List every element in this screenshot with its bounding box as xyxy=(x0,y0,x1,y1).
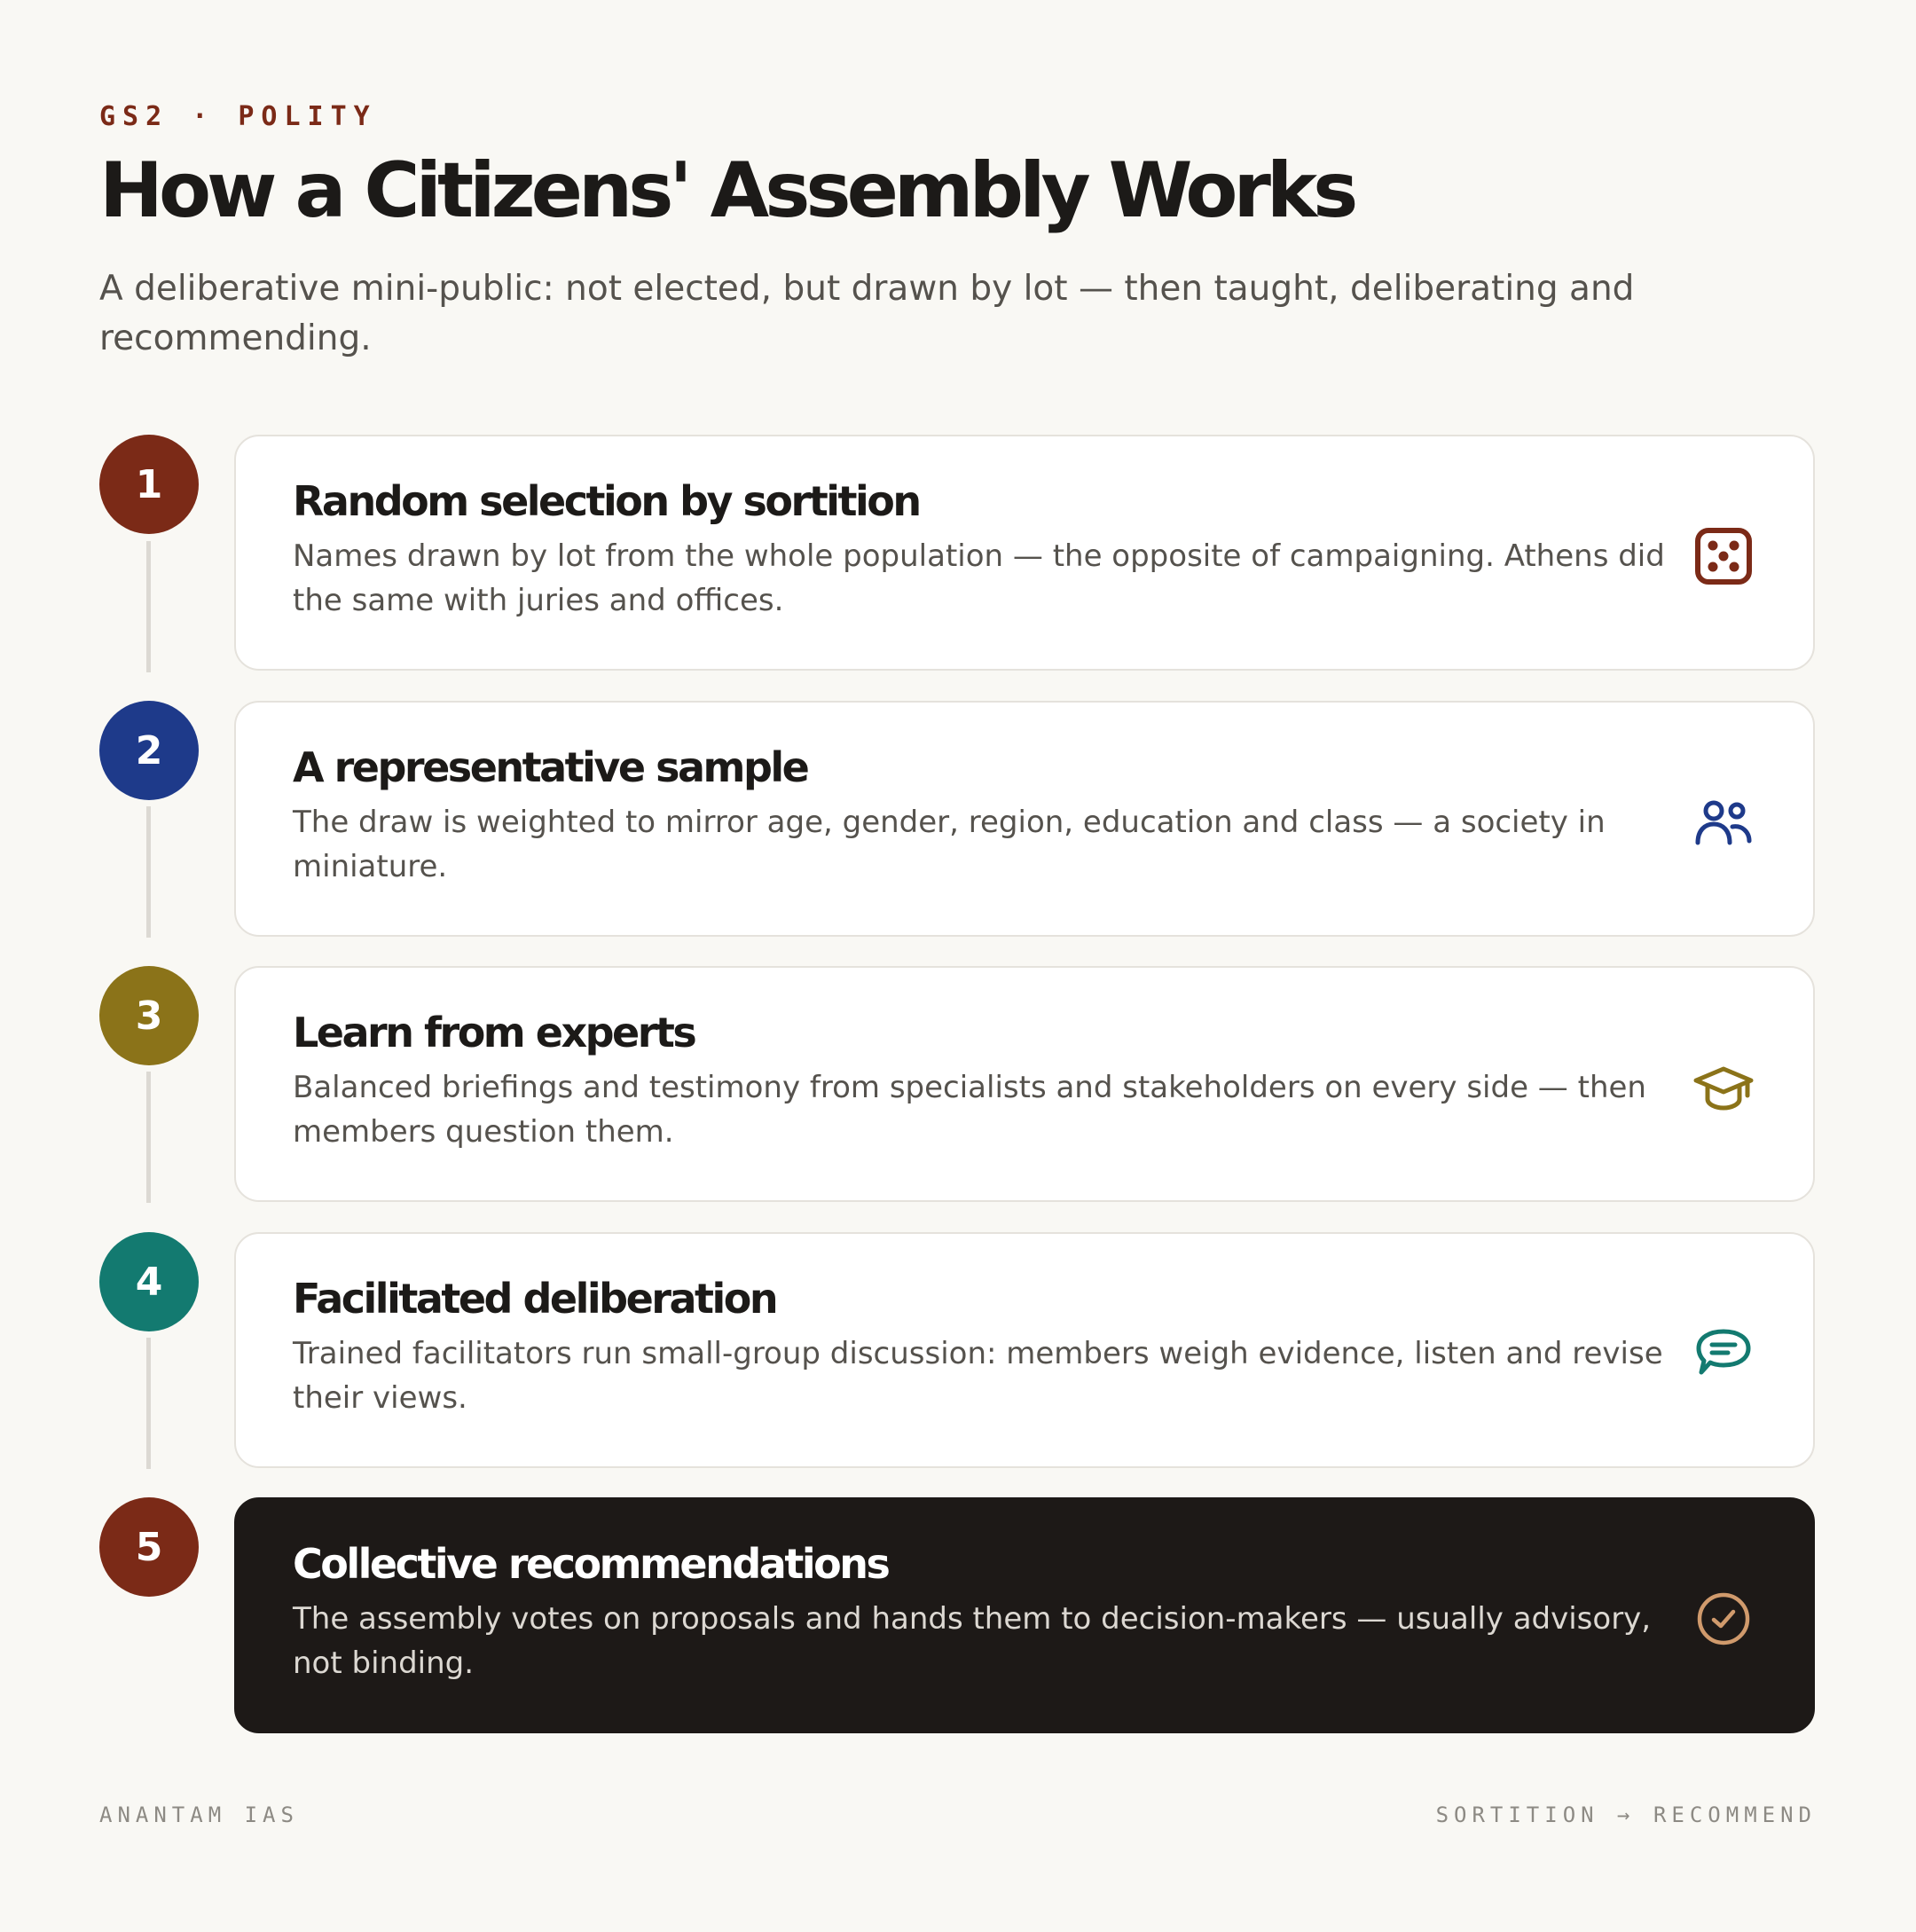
graduation-cap-icon xyxy=(1692,1056,1755,1119)
step-number-badge: 1 xyxy=(99,435,199,534)
people-icon xyxy=(1692,791,1755,853)
footer-tagline: SORTITION → RECOMMEND xyxy=(1435,1802,1817,1827)
timeline-connector xyxy=(146,541,151,672)
step-description: Balanced briefings and testimony from specialists and stakeholders on every side — then members question them. xyxy=(293,1070,1646,1150)
step-number-badge: 4 xyxy=(99,1232,199,1331)
timeline-connector xyxy=(146,1072,151,1203)
step-title: Facilitated deliberation xyxy=(293,1275,777,1323)
step-description: Names drawn by lot from the whole population — the opposite of campaigning. Athens did the same with juries and offices. xyxy=(293,538,1665,618)
step-card-representative-sample xyxy=(234,701,1815,937)
step-number-badge: 5 xyxy=(99,1497,199,1597)
timeline-connector xyxy=(146,806,151,938)
step-card-facilitated-deliberation xyxy=(234,1232,1815,1468)
kicker-label: GS2 · POLITY xyxy=(99,101,377,132)
step-title: Collective recommendations xyxy=(293,1540,889,1588)
dice-icon xyxy=(1692,525,1755,587)
check-circle-icon xyxy=(1692,1588,1755,1650)
page-title: How a Citizens' Assembly Works xyxy=(99,146,1355,235)
step-description: The draw is weighted to mirror age, gender, region, education and class — a society in miniature. xyxy=(293,805,1606,884)
step-description: The assembly votes on proposals and hands them to decision-makers — usually advisory, not binding. xyxy=(293,1601,1652,1681)
step-description: Trained facilitators run small-group discussion: members weigh evidence, listen and revise their views. xyxy=(293,1336,1663,1416)
page-subtitle: A deliberative mini-public: not elected, but drawn by lot — then taught, deliberating and recommending. xyxy=(99,269,1635,358)
step-title: Learn from experts xyxy=(293,1009,695,1056)
step-card-collective-recommendations xyxy=(234,1497,1815,1733)
step-number-badge: 3 xyxy=(99,966,199,1065)
step-title: A representative sample xyxy=(293,743,808,791)
step-card-sortition xyxy=(234,435,1815,671)
chat-bubble-icon xyxy=(1692,1323,1755,1385)
timeline-connector xyxy=(146,1338,151,1469)
step-number-badge: 2 xyxy=(99,701,199,800)
footer-brand: ANANTAM IAS xyxy=(99,1802,299,1827)
step-title: Random selection by sortition xyxy=(293,477,920,525)
step-card-learn-from-experts xyxy=(234,966,1815,1202)
